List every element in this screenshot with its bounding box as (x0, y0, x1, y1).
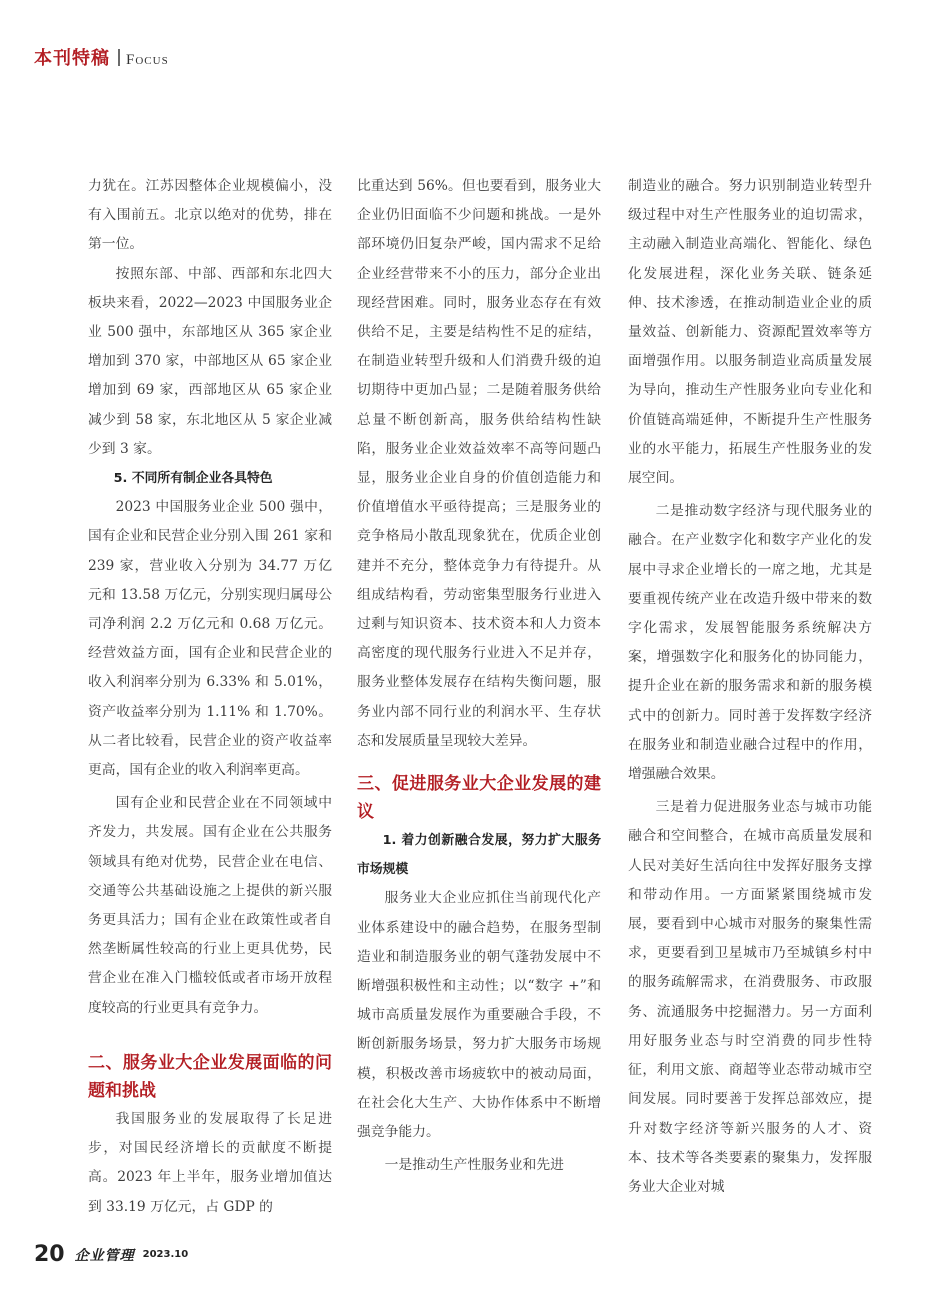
subheading: 5. 不同所有制企业各具特色 (113, 471, 273, 487)
header-divider (118, 49, 120, 66)
paragraph: 一是推动生产性服务业和先进 (384, 1157, 564, 1174)
page-header (34, 44, 169, 70)
paragraph: 制造业的融合。努力识别制造业转型升级过程中对生产性服务业的迫切需求，主动融入制造业高端化、智能化、绿色化发展进程，深化业务关联、链条延伸、技术渗透，在推动制造业企业的质量效益、创新能力、资源配置效率等方面增强作用。以服务制造业高质量发展为导向，推动生产性服务业向专业化和价值链高端延伸，不断提升生产性服务业的水平能力，拓展生产性服务业的发展空间。 (628, 178, 872, 487)
paragraph: 2023 中国服务业企业 500 强中，国有企业和民营企业分别入围 261 家和 239 家，营业收入分别为 34.77 万亿元和 13.58 万亿元，分别实现归属母公司净利润 2.2 万亿元和 0.68 万亿元。经营效益方面，国有企业和民营企业的收入利润率分别为 6.33% 和 5.01%，资产收益率分别为 1.11% 和 1.70%。从二者比较看，民营企业的资产收益率更高，国有企业的收入利润率更高。 (88, 499, 332, 779)
page-number: 20 (34, 1242, 65, 1267)
column-section: Focus (126, 52, 169, 68)
paragraph: 国有企业和民营企业在不同领域中齐发力，共发展。国有企业在公共服务领域具有绝对优势，民营企业在电信、交通等公共基础设施之上提供的新兴服务更具活力；国有企业在政策性或者自然垄断属性较高的行业上更具优势，民营企业在准入门槛较低或者市场开放程度较高的行业更具有竞争力。 (88, 795, 332, 1016)
text-column-3 (628, 172, 872, 1202)
paragraph: 力犹在。江苏因整体企业规模偏小，没有入围前五。北京以绝对的优势，排在第一位。 (88, 178, 332, 253)
section-heading: 三、促进服务业大企业发展的建议 (357, 774, 601, 823)
paragraph: 二是推动数字经济与现代服务业的融合。在产业数字化和数字产业化的发展中寻求企业增长的一席之地，尤其是要重视传统产业在改造升级中带来的数字化需求，发展智能服务系统解决方案，增强数字化和服务化的协同能力，提升企业在新的服务需求和新的服务模式中的创新力。同时善于发挥数字经济在服务业和制造业融合过程中的作用，增强融合效果。 (628, 503, 872, 783)
text-column-1 (88, 172, 332, 1222)
paragraph: 服务业大企业应抓住当前现代化产业体系建设中的融合趋势，在服务型制造业和制造服务业的朝气蓬勃发展中不断增强积极性和主动性；以“数字 +”和城市高质量发展作为重要融合手段，不断创新服务场景，努力扩大服务市场规模，积极改善市场疲软中的被动局面，在社会化大生产、大协作体系中不断增强竞争能力。 (357, 890, 601, 1141)
paragraph: 比重达到 56%。但也要看到，服务业大企业仍旧面临不少问题和挑战。一是外部环境仍旧复杂严峻，国内需求不足给企业经营带来不小的压力，部分企业出现经营困难。同时，服务业态存在有效供给不足，主要是结构性不足的症结，在制造业转型升级和人们消费升级的迫切期待中更加凸显；二是随着服务供给总量不断创新高，服务供给结构性缺陷，服务业企业效益效率不高等问题凸显，服务业企业自身的价值创造能力和价值增值水平亟待提高；三是服务业的竞争格局小散乱现象犹在，优质企业创建并不充分，整体竞争力有待提升。从组成结构看，劳动密集型服务行业进入过剩与知识资本、技术资本和人力资本高密度的现代服务行业进入不足并存，服务业整体发展存在结构失衡问题，服务业内部不同行业的利润水平、生存状态和发展质量呈现较大差异。 (357, 178, 601, 749)
paragraph: 三是着力促进服务业态与城市功能融合和空间整合，在城市高质量发展和人民对美好生活向往中发挥好服务支撑和带动作用。一方面紧紧围绕城市发展，要看到中心城市对服务的聚集性需求，更要看到卫星城市乃至城镇乡村中的服务疏解需求，在消费服务、市政服务、流通服务中挖掘潜力。另一方面利用好服务业态与时空消费的同步性特征，利用文旅、商超等业态带动城市空间发展。同时要善于发挥总部效应，提升对数字经济等新兴服务的人才、资本、技术等各类要素的聚集力，发挥服务业大企业对城 (628, 799, 872, 1195)
paragraph: 我国服务业的发展取得了长足进步，对国民经济增长的贡献度不断提高。2023 年上半年，服务业增加值达到 33.19 万亿元，占 GDP 的 (88, 1110, 332, 1215)
subheading: 1. 着力创新融合发展，努力扩大服务市场规模 (357, 833, 601, 878)
column-title: 本刊特稿 (34, 48, 110, 69)
magazine-logo: 企业管理 (74, 1247, 135, 1264)
text-column-2 (357, 172, 601, 1181)
section-heading: 二、服务业大企业发展面临的问题和挑战 (88, 1052, 332, 1101)
page-footer (34, 1242, 188, 1267)
issue-number: 2023.10 (142, 1249, 189, 1260)
paragraph: 按照东部、中部、西部和东北四大板块来看，2022—2023 中国服务业企业 500 强中，东部地区从 365 家企业增加到 370 家，中部地区从 65 家企业增加到 69 家，西部地区从 65 家企业减少到 58 家，东北地区从 5 家企业减少到 3 家。 (88, 265, 332, 457)
